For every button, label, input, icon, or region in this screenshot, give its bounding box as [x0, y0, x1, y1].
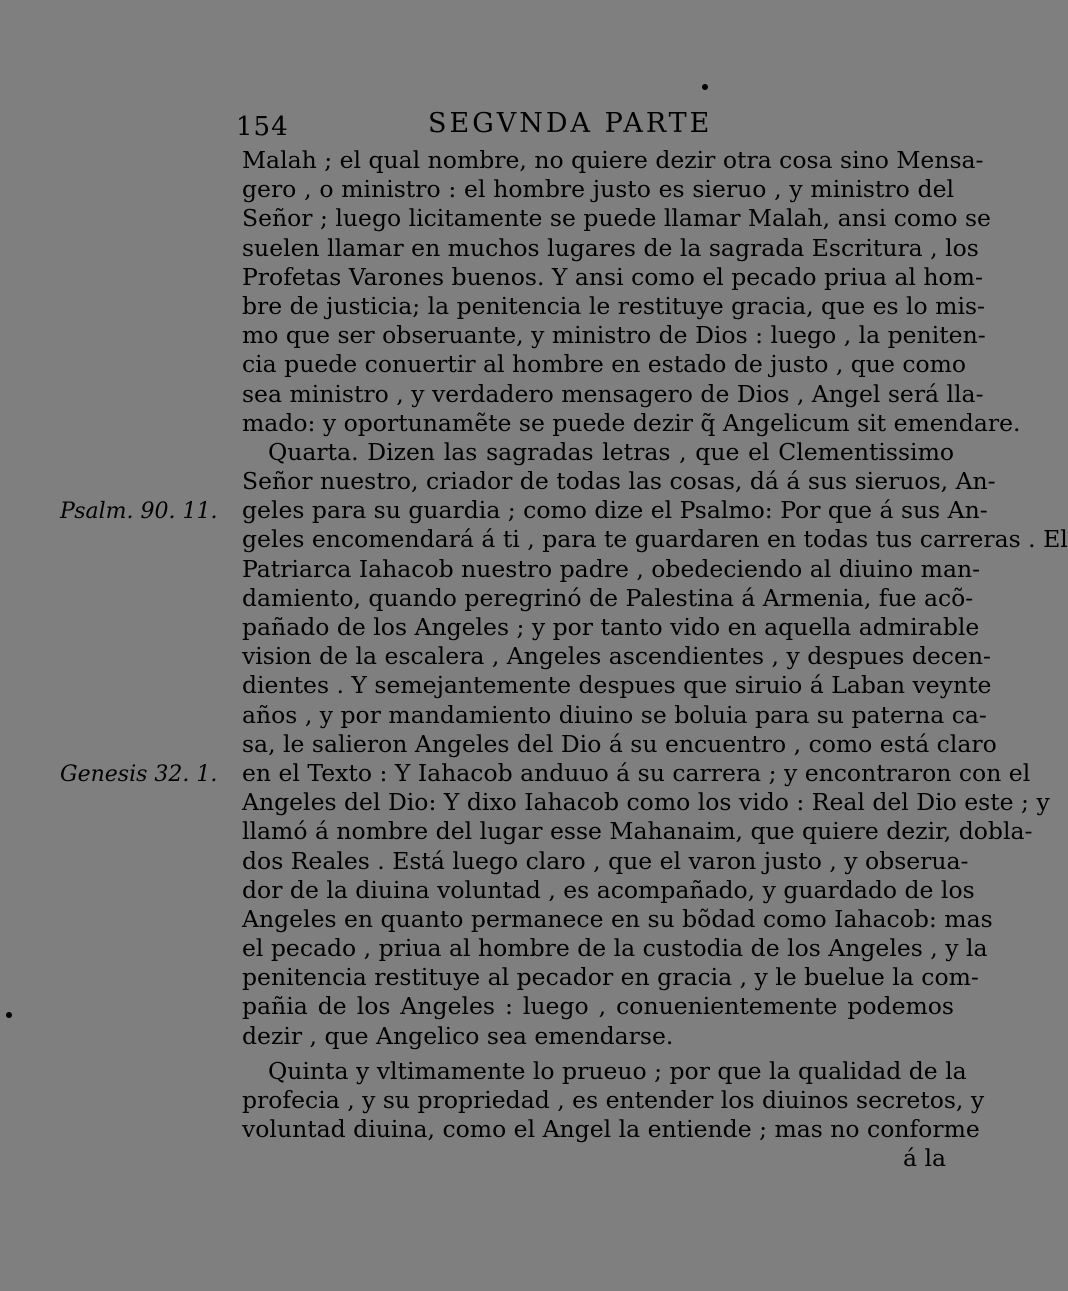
text-line: cia puede conuertir al hombre en estado de justo , que como: [242, 350, 967, 379]
page-number: 154: [236, 112, 289, 142]
text-line: Profetas Varones buenos. Y ansi como el pecado priua al hom-: [242, 262, 983, 291]
text-line: geles encomendará á ti , para te guardaren en todas tus carreras . El: [242, 525, 1068, 554]
text-line: dezir , que Angelico sea emendarse.: [242, 1021, 674, 1050]
text-line: el pecado , priua al hombre de la custodia de los Angeles , y la: [242, 934, 988, 963]
text-line: dor de la diuina voluntad , es acompañado, y guardado de los: [242, 875, 975, 904]
text-line: vision de la escalera , Angeles ascendientes , y despues decen-: [242, 642, 991, 671]
body-text: [242, 146, 1068, 1174]
text-line: mo que ser obseruante, y ministro de Dios : luego , la peniten-: [242, 321, 986, 350]
text-line: Patriarca Iahacob nuestro padre , obedeciendo al diuino man-: [242, 554, 981, 583]
text-line: llamó á nombre del lugar esse Mahanaim, que quiere dezir, dobla-: [242, 817, 1033, 846]
text-line: Señor ; luego licitamente se puede llamar Malah, ansi como se: [242, 204, 991, 233]
ink-speck: [6, 1012, 12, 1018]
text-line: Angeles en quanto permanece en su bõdad como Iahacob: mas: [242, 904, 993, 933]
catchword: á la: [902, 1144, 946, 1173]
ink-speck: [702, 84, 708, 90]
text-line: geles para su guardia ; como dize el Psalmo: Por que á sus An-: [242, 496, 988, 525]
margin-note-genesis: Genesis 32. 1.: [60, 762, 218, 787]
text-line: sea ministro , y verdadero mensagero de Dios , Angel será lla-: [242, 379, 984, 408]
text-line: voluntad diuina, como el Angel la entiende ; mas no conforme: [242, 1115, 980, 1144]
text-line: Quinta y vltimamente lo prueuo ; por que la qualidad de la: [268, 1056, 967, 1085]
text-line: Quarta. Dizen las sagradas letras , que el Clementissimo: [268, 437, 954, 466]
margin-note-psalm: Psalm. 90. 11.: [60, 499, 218, 524]
text-line: años , y por mandamiento diuino se boluia para su paterna ca-: [242, 700, 987, 729]
text-line: dos Reales . Está luego claro , que el varon justo , y obserua-: [242, 846, 969, 875]
text-line: damiento, quando peregrinó de Palestina á Armenia, fue acõ-: [242, 583, 974, 612]
text-line: dientes . Y semejantemente despues que siruio á Laban veynte: [242, 671, 992, 700]
text-line: mado: y oportunamẽte se puede dezir q̃ Angelicum sit emendare.: [242, 408, 1021, 437]
text-line: sa, le salieron Angeles del Dio á su encuentro , como está claro: [242, 729, 997, 758]
text-line: pañia de los Angeles : luego , conuenientemente podemos: [242, 992, 954, 1021]
text-line: suelen llamar en muchos lugares de la sagrada Escritura , los: [242, 233, 979, 262]
running-head: SEGVNDA PARTE: [428, 108, 713, 139]
page-header: [232, 108, 752, 144]
text-line: bre de justicia; la penitencia le restituye gracia, que es lo mis-: [242, 291, 985, 320]
text-line: en el Texto : Y Iahacob anduuo á su carrera ; y encontraron con el: [242, 758, 1031, 787]
text-line: Señor nuestro, criador de todas las cosas, dá á sus sieruos, An-: [242, 467, 996, 496]
text-line: gero , o ministro : el hombre justo es sieruo , y ministro del: [242, 175, 954, 204]
text-line: profecia , y su propriedad , es entender los diuinos secretos, y: [242, 1086, 985, 1114]
text-line: penitencia restituye al pecador en gracia , y le buelue la com-: [242, 963, 979, 992]
text-line: pañado de los Angeles ; y por tanto vido en aquella admirable: [242, 613, 980, 641]
text-line: Angeles del Dio: Y dixo Iahacob como los vido : Real del Dio este ; y: [242, 788, 1050, 817]
text-line: Malah ; el qual nombre, no quiere dezir otra cosa sino Mensa-: [242, 146, 984, 174]
